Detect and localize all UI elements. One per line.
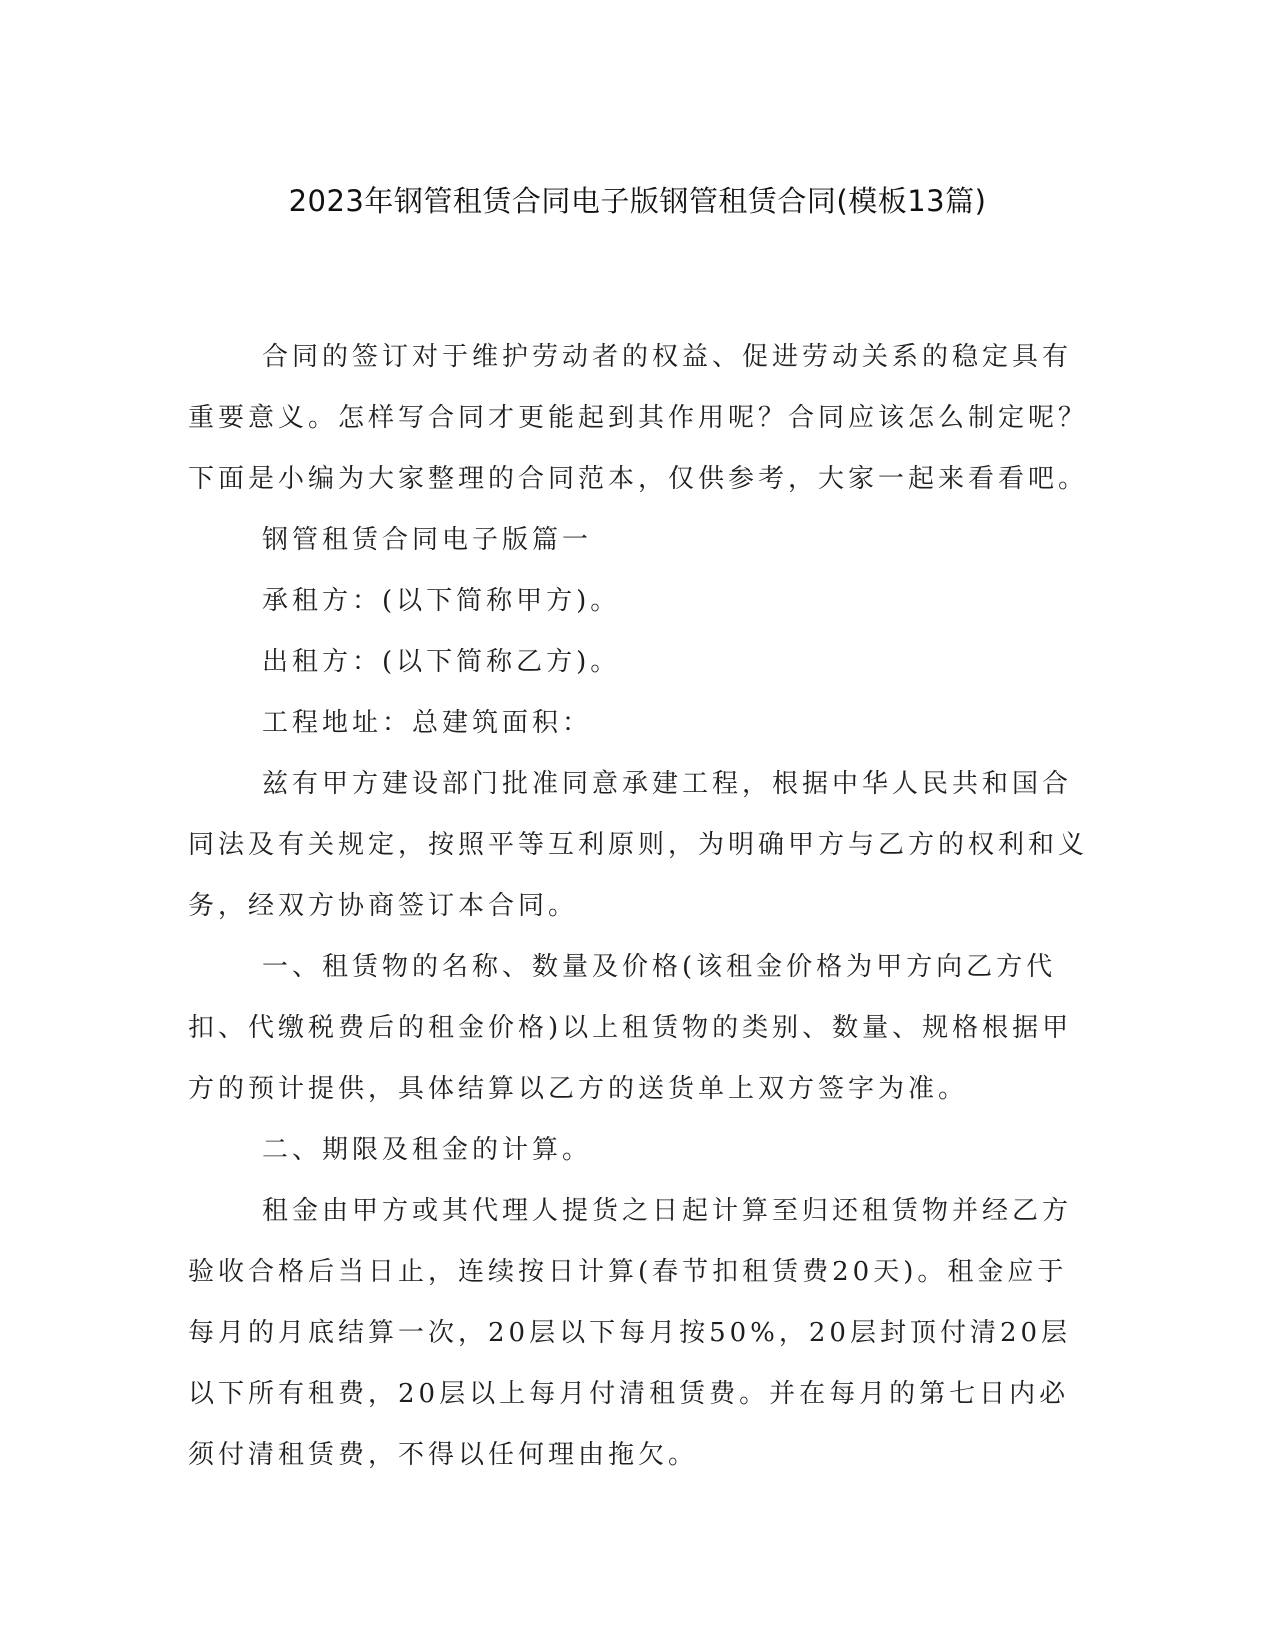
clause-1-paragraph: 一、租赁物的名称、数量及价格(该租金价格为甲方向乙方代扣、代缴税费后的租金价格)以上租赁物的类别、数量、规格根据甲方的预计提供，具体结算以乙方的送货单上双方签字为准。 <box>188 952 1073 1104</box>
document-body <box>188 327 1088 1486</box>
project-address-line: 工程地址：总建筑面积： <box>262 708 593 738</box>
lessor-line: 出租方：(以下简称乙方)。 <box>262 647 621 677</box>
section-heading-1: 钢管租赁合同电子版篇一 <box>262 525 593 555</box>
intro-paragraph: 合同的签订对于维护劳动者的权益、促进劳动关系的稳定具有重要意义。怎样写合同才更能起到其作用呢？合同应该怎么制定呢？下面是小编为大家整理的合同范本，仅供参考，大家一起来看看吧。 <box>188 342 1089 494</box>
lessee-line: 承租方：(以下简称甲方)。 <box>262 586 621 616</box>
preamble-paragraph: 兹有甲方建设部门批准同意承建工程，根据中华人民共和国合同法及有关规定，按照平等互利原则，为明确甲方与乙方的权利和义务，经双方协商签订本合同。 <box>188 769 1089 921</box>
clause-2-heading: 二、期限及租金的计算。 <box>262 1135 593 1165</box>
rent-calculation-paragraph: 租金由甲方或其代理人提货之日起计算至归还租赁物并经乙方验收合格后当日止，连续按日计算(春节扣租赁费20天)。租金应于每月的月底结算一次，20层以下每月按50%，20层封顶付清20层以下所有租费，20层以上每月付清租赁费。并在每月的第七日内必须付清租赁费，不得以任何理由拖欠。 <box>188 1196 1073 1470</box>
document-title: 2023年钢管租赁合同电子版钢管租赁合同(模板13篇) <box>288 184 987 218</box>
